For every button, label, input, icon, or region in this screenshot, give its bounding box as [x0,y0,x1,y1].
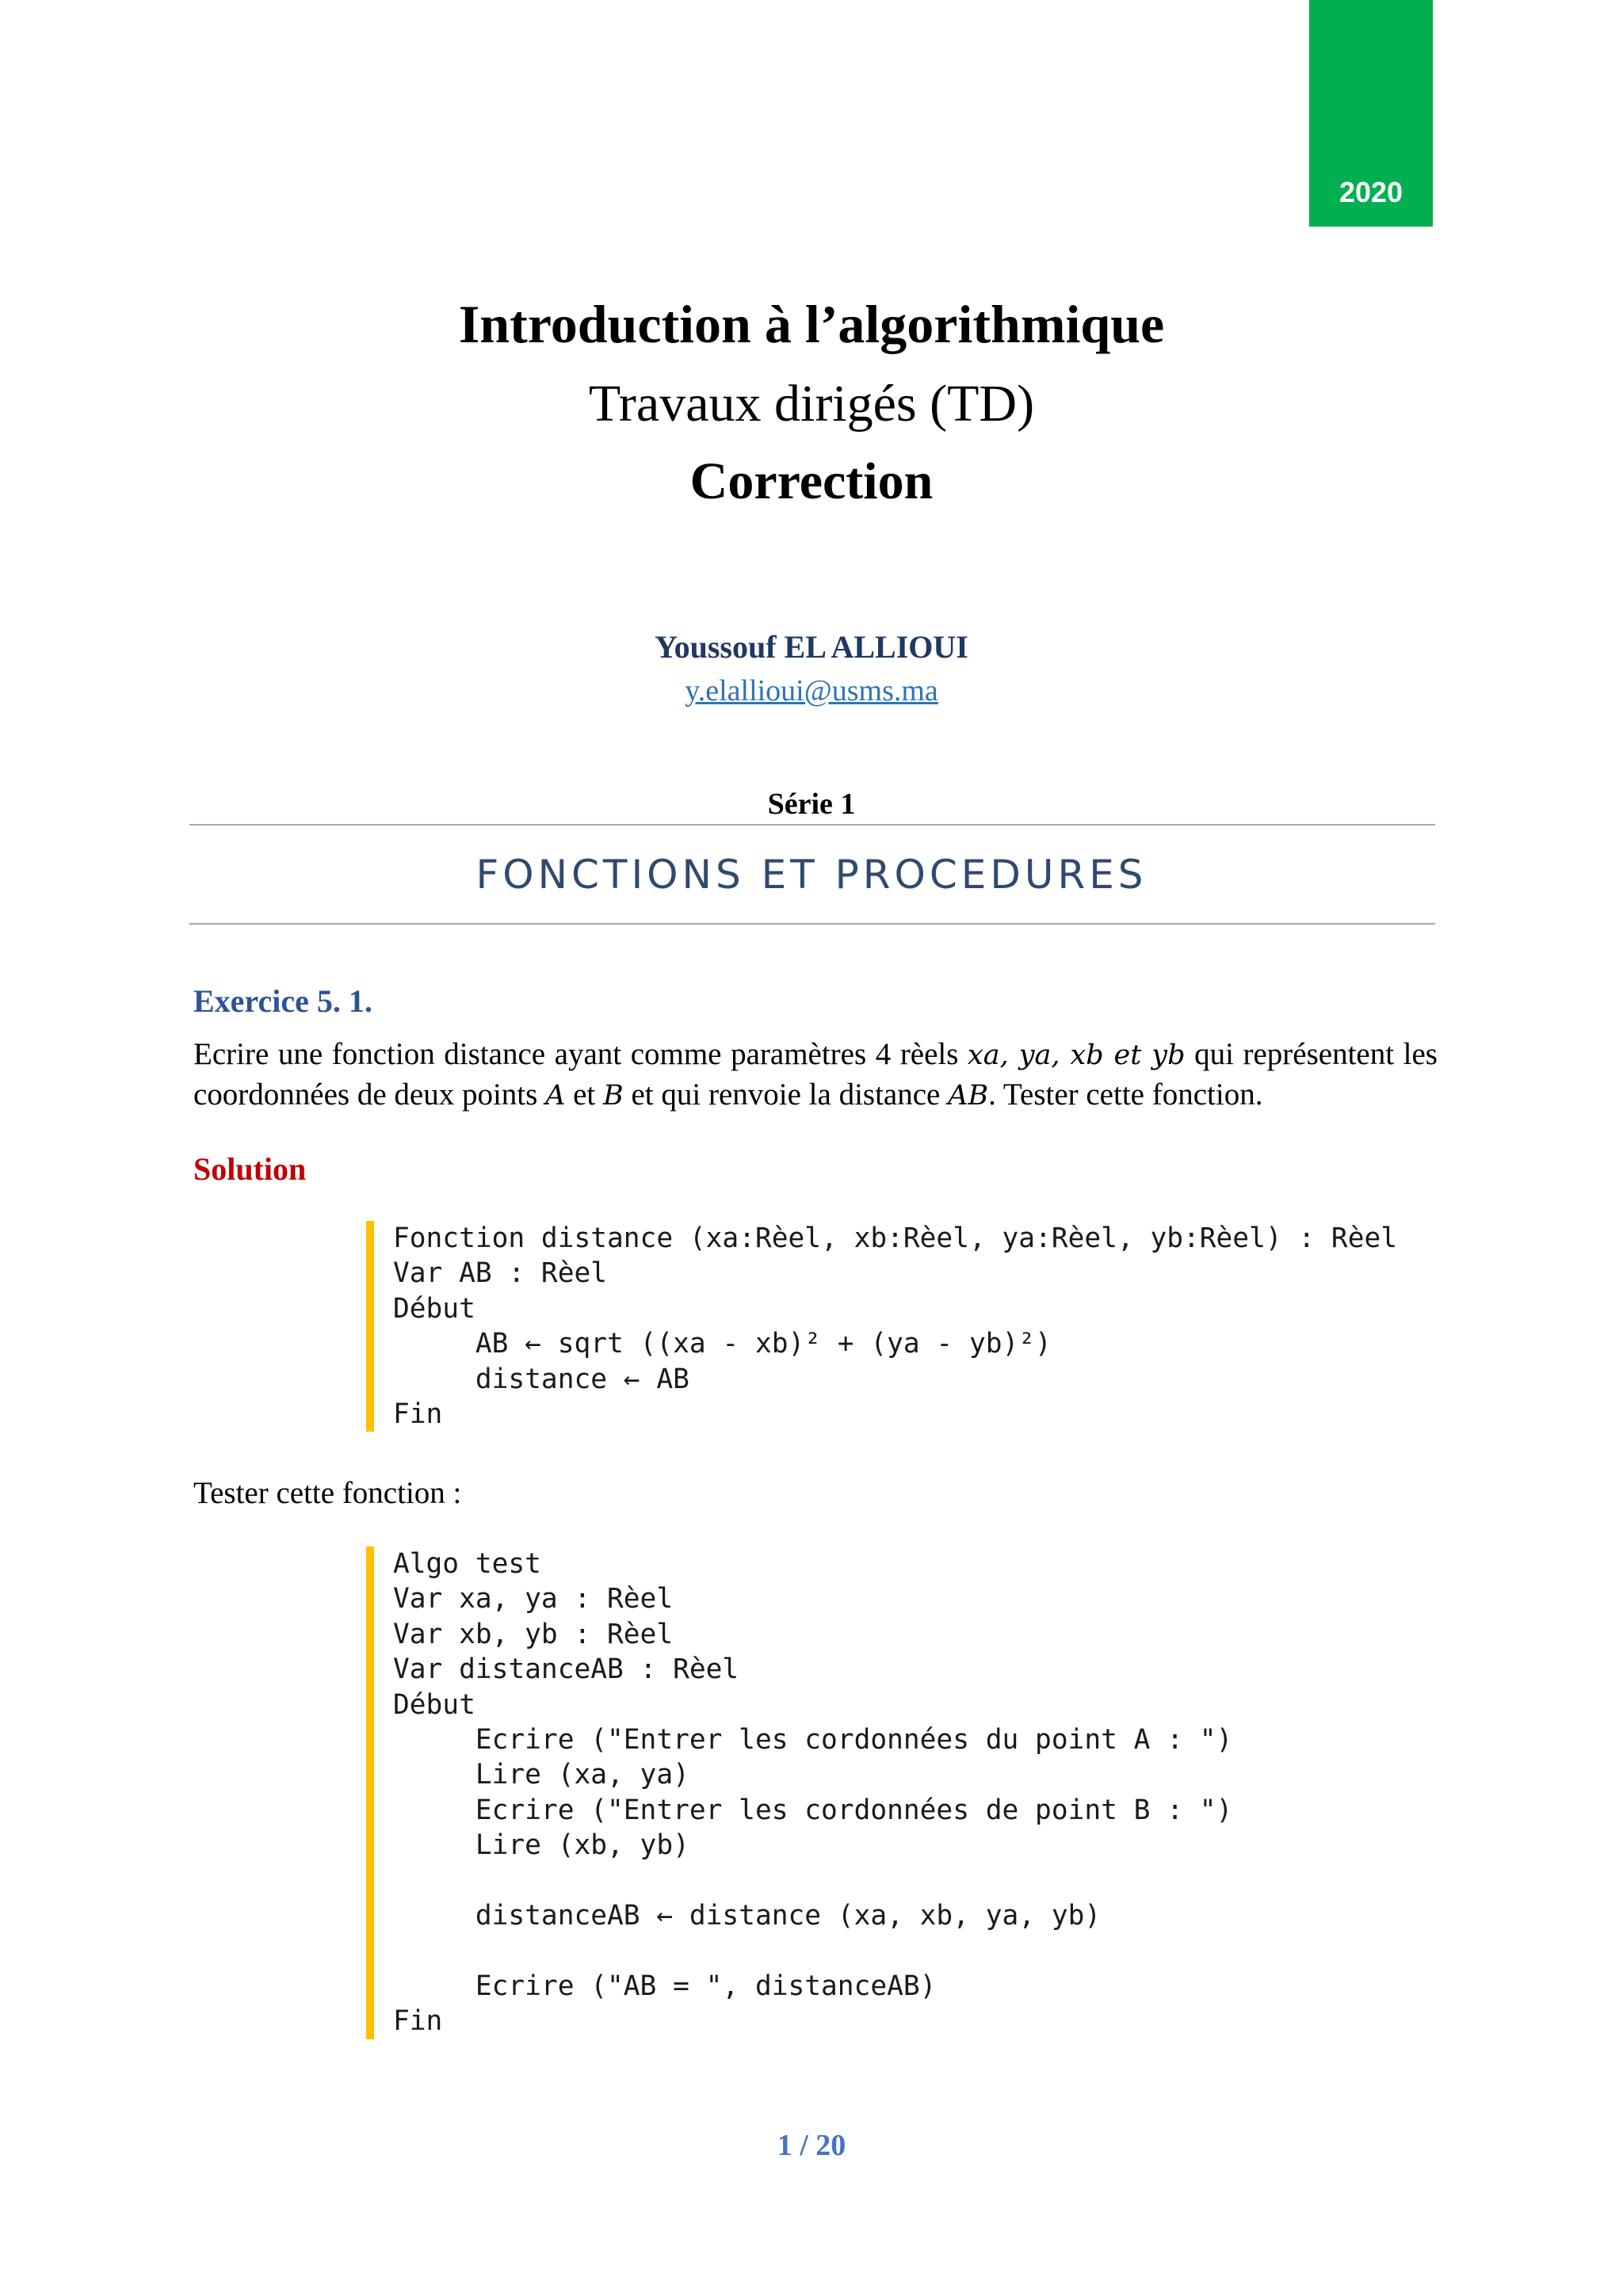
statement-text-2: qui représentent les coordonnées de deux points [193,1037,1438,1112]
exercise-title: Exercice 5. 1. [193,983,372,1019]
code-test: Algo test Var xa, ya : Rèel Var xb, yb : Rèel Var distanceAB : Rèel Début Ecrire ("Entrer les cordonnées du point A : ") Lire (xa, ya) Ecrire ("Entrer les cordonnées de point B : ") Lire (xb, yb) distanceAB ← distance (xa, xb, ya, yb) Ecrire ("AB = ", distanceAB) Fin [393,1548,1233,2038]
code-block-test [366,1547,1232,2039]
heading-bottom-rule [189,923,1435,925]
document-subtitle: Travaux dirigés (TD) [588,375,1035,433]
math-distance-ab: AB [948,1080,989,1112]
tester-label: Tester cette fonction : [193,1476,462,1510]
code-function: Fonction distance (xa:Rèel, xb:Rèel, ya:Rèel, yb:Rèel) : Rèel Var AB : Rèel Début AB ← sqrt ((xa - xb)² + (ya - yb)²) distance ← AB Fin [393,1222,1398,1431]
statement-text-3: et [565,1077,604,1112]
year-label: 2020 [1338,176,1403,208]
author-email-link[interactable]: y.elallioui@usms.ma [685,674,938,707]
statement-text-1: Ecrire une fonction distance ayant comme paramètres 4 rèels [193,1037,968,1071]
solution-label: Solution [193,1151,307,1187]
code-block-function [366,1221,1397,1432]
document-title: Introduction à l’algorithmique [458,294,1165,354]
statement-text-5: . Tester cette fonction. [988,1077,1263,1112]
math-point-b: B [603,1080,624,1112]
heading-top-rule [189,824,1435,826]
author-name: Youssouf EL ALLIOUI [655,629,968,665]
exercise-statement [193,1035,1438,1116]
series-label: Série 1 [767,788,856,821]
section-heading: FONCTIONS ET PROCEDURES [475,852,1148,898]
math-params: xa, ya, xb et yb [968,1039,1186,1071]
statement-text-4: et qui renvoie la distance [623,1077,949,1112]
math-point-a: A [545,1080,566,1112]
document-correction-label: Correction [689,452,934,510]
year-tab [1309,0,1433,227]
page-number: 1 / 20 [777,2129,846,2162]
